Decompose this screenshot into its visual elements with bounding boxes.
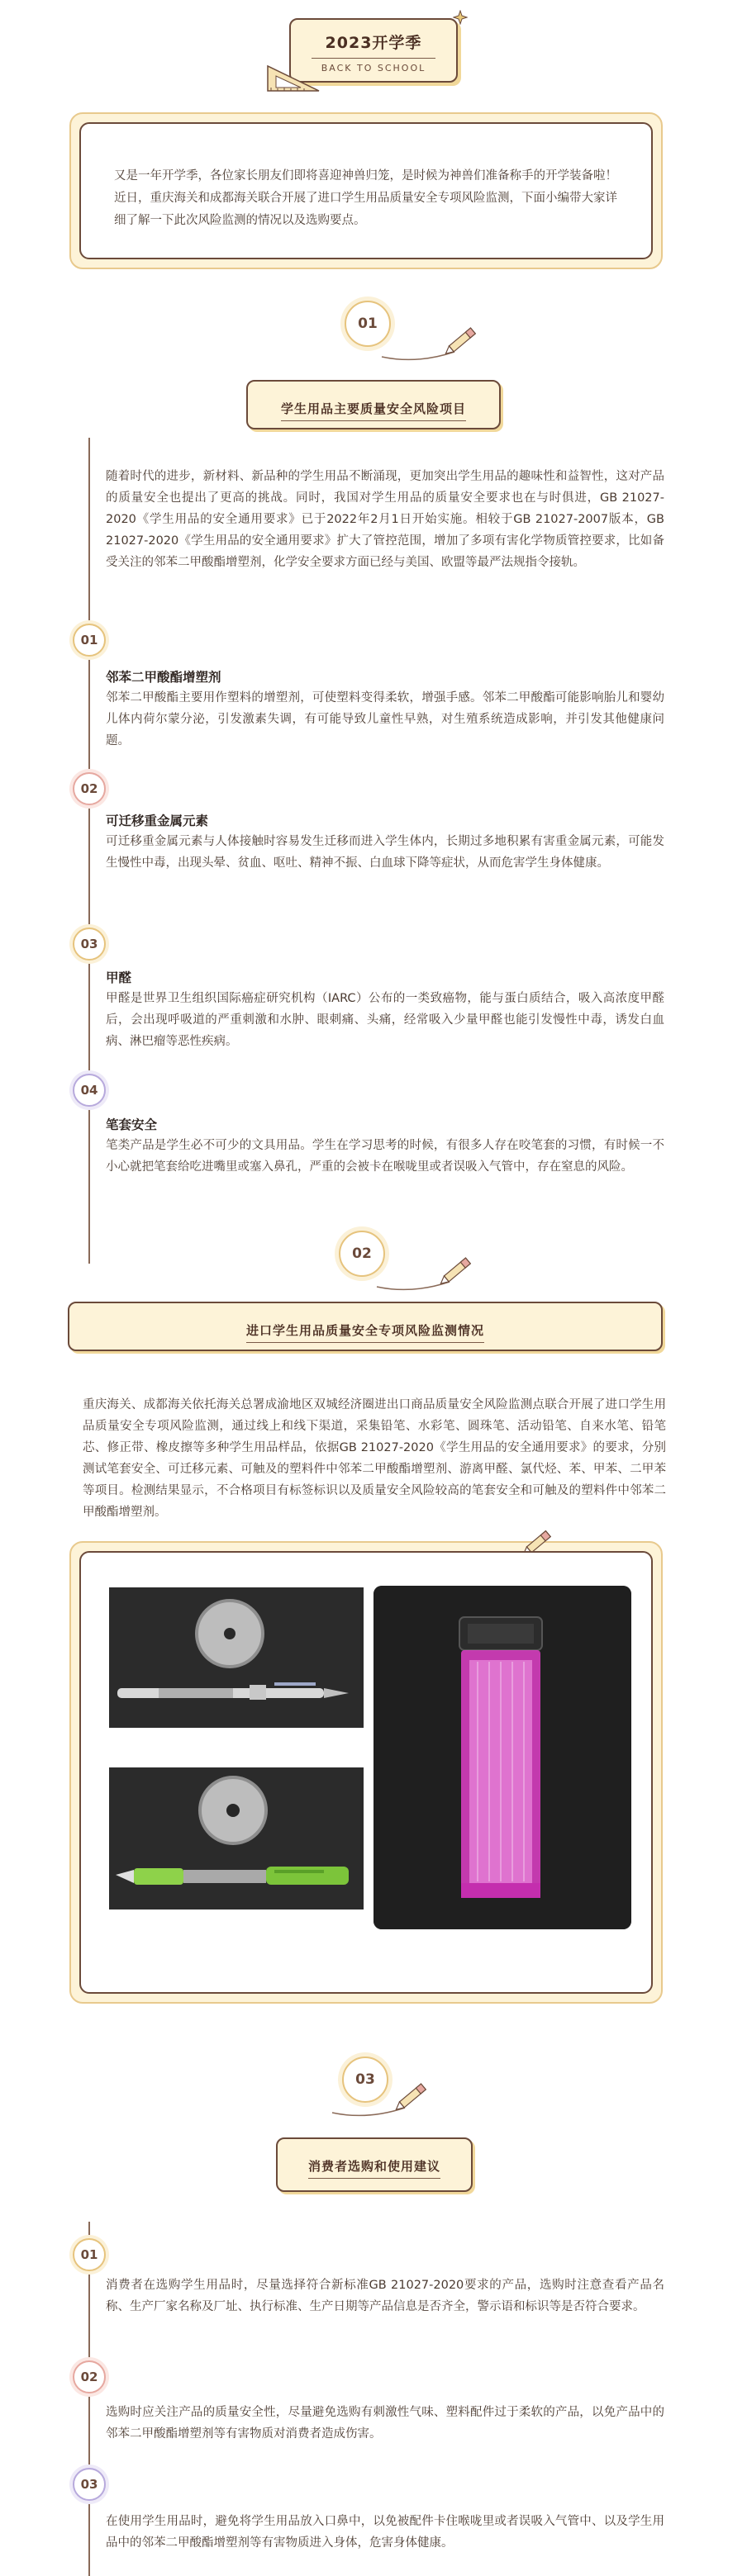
item-title-formaldehyde: 甲醛	[106, 970, 132, 985]
section-title-box-03	[276, 2137, 473, 2192]
intro-inner	[79, 122, 653, 259]
section-title-box-01	[246, 380, 501, 429]
section-title-01: 学生用品主要质量安全风险项目	[281, 400, 466, 421]
timeline-line-1	[88, 438, 90, 1264]
item-title-heavy-metals: 可迁移重金属元素	[106, 814, 209, 828]
pencil-doodle-icon	[375, 1254, 491, 1295]
pencil-doodle-icon	[380, 324, 496, 365]
intro-card	[69, 112, 663, 269]
advice-number-01: 01	[73, 2238, 106, 2271]
advice-number-02: 02	[73, 2360, 106, 2393]
pen-cap-mechanical-pencil-image	[109, 1587, 364, 1728]
sample-photo-card	[69, 1541, 663, 2004]
item-text-heavy-metals: 可迁移重金属元素与人体接触时容易发生迁移而进入学生体内，长期过多地积累有害重金属元素，可能发生慢性中毒，出现头晕、贫血、呕吐、精神不振、白血球下降等症状，从而危害学生身体健康。	[106, 835, 664, 870]
photo-inner	[79, 1551, 653, 1994]
sparkle-icon	[453, 10, 468, 25]
intro-text: 又是一年开学季，各位家长朋友们即将喜迎神兽归笼，是时候为神兽们准备称手的开学装备啦！近日，重庆海关和成都海关联合开展了进口学生用品质量安全专项风险监测，下面小编带大家详细了解一下此次风险监测的情况以及选购要点。	[114, 169, 617, 227]
advice-text-03: 在使用学生用品时，避免将学生用品放入口鼻中，以免被配件卡住喉咙里或者误吸入气管中、以及学生用品中的邻苯二甲酸酯增塑剂等有害物质进入身体，危害身体健康。	[106, 2515, 664, 2550]
item-text-formaldehyde: 甲醛是世界卫生组织国际癌症研究机构（IARC）公布的一类致癌物，能与蛋白质结合，吸入高浓度甲醛后，会出现呼吸道的严重刺激和水肿、眼刺痛、头痛，经常吸入少量甲醛也能引发慢性中毒，诱发白血病、淋巴瘤等恶性疾病。	[106, 992, 664, 1048]
timeline-line-2	[88, 2222, 90, 2576]
advice-text-01: 消费者在选购学生用品时，尽量选择符合新标准GB 21027-2020要求的产品，选购时注意查看产品名称、生产厂家名称及厂址、执行标准、生产日期等产品信息是否齐全，警示语和标识等是否符合要求。	[106, 2279, 664, 2313]
section-number-02: 02	[339, 1231, 385, 1277]
section-title-03: 消费者选购和使用建议	[308, 2157, 440, 2179]
section-number-01: 01	[345, 301, 391, 347]
section-number-03: 03	[342, 2057, 388, 2103]
pen-cap-green-pen-image	[109, 1767, 364, 1909]
item-number-04: 04	[73, 1074, 106, 1107]
item-title-phthalates: 邻苯二甲酸酯增塑剂	[106, 670, 221, 685]
item-text-pen-cap: 笔类产品是学生必不可少的文具用品。学生在学习思考的时候，有很多人存在咬笔套的习惯，有时候一不小心就把笔套给吃进嘴里或塞入鼻孔，严重的会被卡在喉咙里或者误吸入气管中，存在窒息的风险。	[106, 1139, 664, 1174]
header-subtitle: BACK TO SCHOOL	[321, 63, 426, 74]
section-02-paragraph: 重庆海关、成都海关依托海关总署成渝地区双城经济圈进出口商品质量安全风险监测点联合开展了进口学生用品质量安全专项风险监测，通过线上和线下渠道，采集铅笔、水彩笔、圆珠笔、活动铅笔、自来水笔、铅笔芯、修正带、橡皮擦等多种学生用品样品，依据GB 21027-2020《学生用品的安全通用要求》的要求，分别测试笔套安全、可迁移元素、可触及的塑料件中邻苯二甲酸酯增塑剂、游离甲醛、氯代烃、苯、甲苯、二甲苯等项目。检测结果显示，不合格项目有标签标识以及质量安全风险较高的笔套安全和可触及的塑料件中邻苯二甲酸酯增塑剂。	[83, 1398, 666, 1519]
item-text-phthalates: 邻苯二甲酸酯主要用作塑料的增塑剂，可使塑料变得柔软，增强手感。邻苯二甲酸酯可能影响胎儿和婴幼儿体内荷尔蒙分泌，引发激素失调，有可能导致儿童性早熟，对生殖系统造成影响，并引发其他健康问题。	[106, 691, 664, 747]
advice-number-03: 03	[73, 2468, 106, 2501]
item-title-pen-cap: 笔套安全	[106, 1117, 158, 1132]
photo-pencil-lead-case	[374, 1586, 631, 1929]
header-divider	[312, 58, 435, 59]
pencil-doodle-icon	[331, 2080, 446, 2121]
section-title-box-02	[68, 1302, 663, 1351]
ruler-icon	[264, 63, 322, 93]
section-01-paragraph: 随着时代的进步，新材料、新品种的学生用品不断涌现，更加突出学生用品的趣味性和益智性，这对产品的质量安全也提出了更高的挑战。同时，我国对学生用品的质量安全要求也在与时俱进，GB 21027-2020《学生用品的安全通用要求》已于2022年2月1日开始实施。相较于GB 21027-2007版本，GB 21027-2020《学生用品的安全通用要求》扩大了管控范围，增加了多项有害化学物质管控要求，比如备受关注的邻苯二甲酸酯增塑剂，化学安全要求方面已经与美国、欧盟等最严法规指令接轨。	[106, 470, 664, 569]
item-number-01: 01	[73, 624, 106, 657]
advice-text-02: 选购时应关注产品的质量安全性，尽量避免选购有刺激性气味、塑料配件过于柔软的产品，以免产品中的邻苯二甲酸酯增塑剂等有害物质对消费者造成伤害。	[106, 2406, 664, 2441]
pencil-lead-case-image	[374, 1586, 631, 1929]
photo-pen-cap-mechanical-pencil	[109, 1587, 364, 1728]
item-number-02: 02	[73, 772, 106, 805]
header-title: 2023开学季	[325, 34, 422, 52]
section-title-02: 进口学生用品质量安全专项风险监测情况	[246, 1321, 484, 1343]
photo-pen-cap-green-pen	[109, 1767, 364, 1909]
item-number-03: 03	[73, 927, 106, 961]
